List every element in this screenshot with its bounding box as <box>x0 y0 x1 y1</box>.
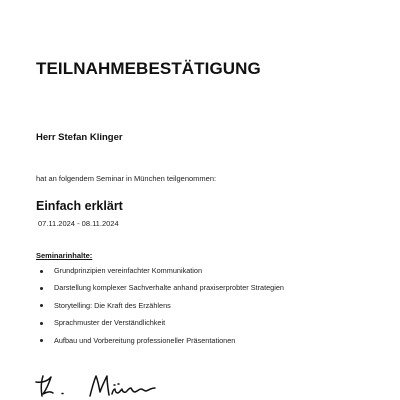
bullet-icon <box>40 304 43 307</box>
list-item-label: Aufbau und Vorbereitung professioneller Präsentationen <box>54 335 236 345</box>
list-item-label: Darstellung komplexer Sachverhalte anhand praxiserprobter Strategien <box>54 283 284 293</box>
recipient-name: Herr Stefan Klinger <box>36 132 123 143</box>
bullet-icon <box>40 322 43 325</box>
list-item-label: Sprachmuster der Verständlichkeit <box>54 318 166 328</box>
list-item-label: Storytelling: Die Kraft des Erzählens <box>54 300 171 310</box>
seminar-title: Einfach erklärt <box>36 199 123 213</box>
bullet-icon <box>40 339 43 342</box>
handwritten-signature <box>32 370 172 400</box>
bullet-icon <box>40 270 43 273</box>
participation-statement: hat an folgendem Seminar in München teilgenommen: <box>36 174 217 183</box>
document-title: TEILNAHMEBESTÄTIGUNG <box>36 59 261 78</box>
seminar-contents-heading: Seminarinhalte: <box>36 251 93 260</box>
list-item-label: Grundprinzipien vereinfachter Kommunikation <box>54 266 203 275</box>
seminar-dates: 07.11.2024 - 08.11.2024 <box>38 219 119 228</box>
bullet-icon <box>40 287 43 290</box>
